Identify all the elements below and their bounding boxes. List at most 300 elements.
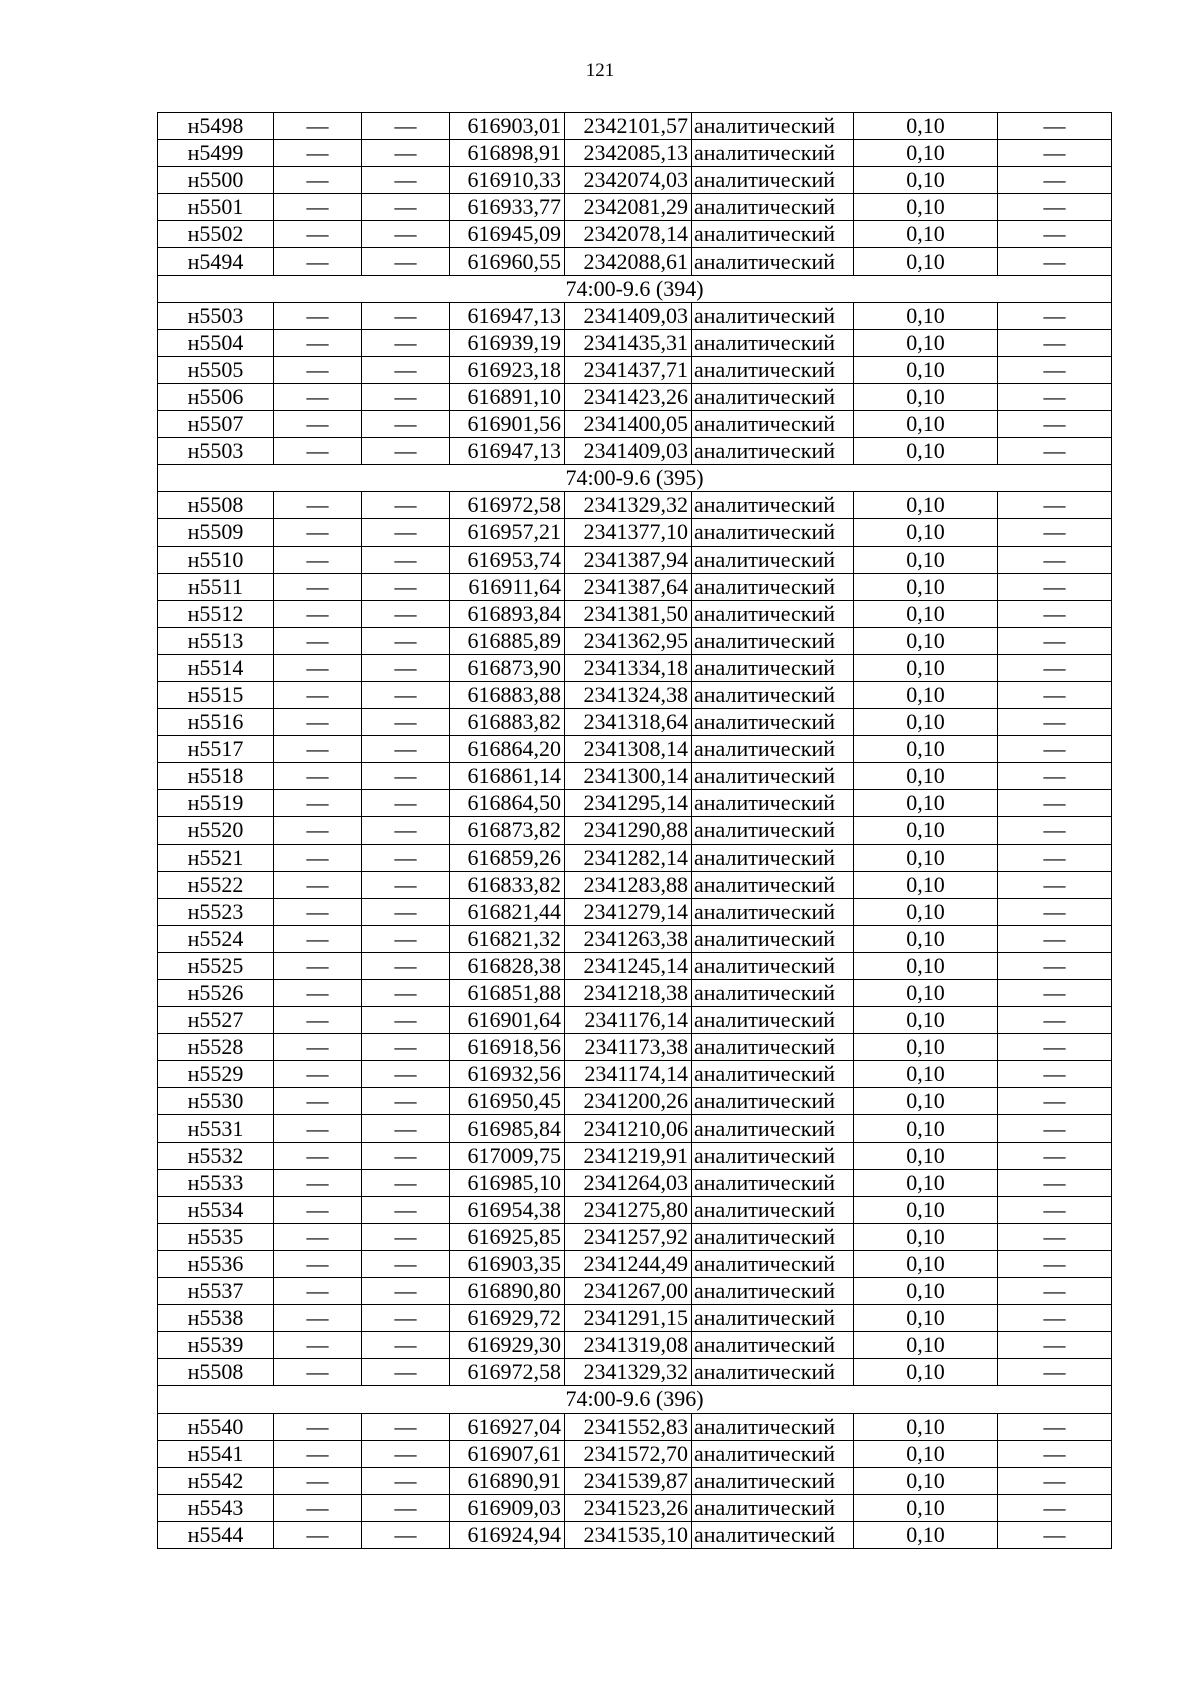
accuracy-cell: 0,10 [854, 790, 998, 817]
method-cell: аналитический [692, 140, 854, 167]
method-cell: аналитический [692, 221, 854, 248]
dash-cell: — [998, 1034, 1112, 1061]
table-row [158, 1169, 1112, 1196]
x-coordinate-cell: 616898,91 [450, 140, 565, 167]
accuracy-cell: 0,10 [854, 1305, 998, 1332]
table-row [158, 546, 1112, 573]
dash-cell: — [362, 925, 450, 952]
point-cell: н5502 [158, 221, 274, 248]
accuracy-cell: 0,10 [854, 844, 998, 871]
method-cell: аналитический [692, 1413, 854, 1440]
x-coordinate-cell: 616929,72 [450, 1305, 565, 1332]
dash-cell: — [362, 1223, 450, 1250]
dash-cell: — [362, 1359, 450, 1386]
dash-cell: — [274, 1223, 362, 1250]
section-header: 74:00-9.6 (394) [158, 275, 1112, 302]
dash-cell: — [362, 546, 450, 573]
method-cell: аналитический [692, 1088, 854, 1115]
dash-cell: — [362, 221, 450, 248]
dash-cell: — [274, 140, 362, 167]
x-coordinate-cell: 616885,89 [450, 627, 565, 654]
x-coordinate-cell: 616939,19 [450, 329, 565, 356]
point-cell: н5520 [158, 817, 274, 844]
dash-cell: — [274, 790, 362, 817]
dash-cell: — [274, 383, 362, 410]
x-coordinate-cell: 616910,33 [450, 167, 565, 194]
point-cell: н5535 [158, 1223, 274, 1250]
accuracy-cell: 0,10 [854, 1332, 998, 1359]
dash-cell: — [998, 113, 1112, 140]
dash-cell: — [274, 844, 362, 871]
x-coordinate-cell: 616923,18 [450, 356, 565, 383]
accuracy-cell: 0,10 [854, 1196, 998, 1223]
dash-cell: — [998, 763, 1112, 790]
point-cell: н5528 [158, 1034, 274, 1061]
method-cell: аналитический [692, 1494, 854, 1521]
dash-cell: — [998, 1142, 1112, 1169]
dash-cell: — [998, 1332, 1112, 1359]
point-cell: н5506 [158, 383, 274, 410]
dash-cell: — [998, 952, 1112, 979]
method-cell: аналитический [692, 1034, 854, 1061]
dash-cell: — [998, 980, 1112, 1007]
method-cell: аналитический [692, 329, 854, 356]
method-cell: аналитический [692, 654, 854, 681]
point-cell: н5531 [158, 1115, 274, 1142]
y-coordinate-cell: 2341308,14 [565, 736, 692, 763]
point-cell: н5521 [158, 844, 274, 871]
dash-cell: — [274, 573, 362, 600]
accuracy-cell: 0,10 [854, 383, 998, 410]
dash-cell: — [362, 980, 450, 1007]
dash-cell: — [362, 1494, 450, 1521]
dash-cell: — [274, 600, 362, 627]
table-row [158, 492, 1112, 519]
point-cell: н5508 [158, 492, 274, 519]
accuracy-cell: 0,10 [854, 627, 998, 654]
y-coordinate-cell: 2341218,38 [565, 980, 692, 1007]
point-cell: н5511 [158, 573, 274, 600]
y-coordinate-cell: 2341329,32 [565, 492, 692, 519]
y-coordinate-cell: 2341267,00 [565, 1278, 692, 1305]
dash-cell: — [274, 1494, 362, 1521]
y-coordinate-cell: 2341300,14 [565, 763, 692, 790]
x-coordinate-cell: 616828,38 [450, 952, 565, 979]
dash-cell: — [998, 844, 1112, 871]
dash-cell: — [274, 898, 362, 925]
point-cell: н5507 [158, 411, 274, 438]
x-coordinate-cell: 616925,85 [450, 1223, 565, 1250]
dash-cell: — [362, 763, 450, 790]
table-row [158, 302, 1112, 329]
point-cell: н5503 [158, 438, 274, 465]
section-header-row [158, 465, 1112, 492]
accuracy-cell: 0,10 [854, 519, 998, 546]
dash-cell: — [998, 519, 1112, 546]
point-cell: н5538 [158, 1305, 274, 1332]
x-coordinate-cell: 616950,45 [450, 1088, 565, 1115]
x-coordinate-cell: 616873,90 [450, 654, 565, 681]
dash-cell: — [274, 1115, 362, 1142]
dash-cell: — [362, 1250, 450, 1277]
x-coordinate-cell: 616933,77 [450, 194, 565, 221]
method-cell: аналитический [692, 763, 854, 790]
dash-cell: — [362, 492, 450, 519]
table-row [158, 1359, 1112, 1386]
accuracy-cell: 0,10 [854, 248, 998, 275]
x-coordinate-cell: 616957,21 [450, 519, 565, 546]
table-row [158, 952, 1112, 979]
y-coordinate-cell: 2341263,38 [565, 925, 692, 952]
dash-cell: — [362, 1007, 450, 1034]
table-row [158, 763, 1112, 790]
dash-cell: — [362, 329, 450, 356]
method-cell: аналитический [692, 844, 854, 871]
table-row [158, 519, 1112, 546]
table-row [158, 383, 1112, 410]
dash-cell: — [998, 1521, 1112, 1548]
table-row [158, 627, 1112, 654]
table-row [158, 1332, 1112, 1359]
table-row [158, 194, 1112, 221]
x-coordinate-cell: 616985,10 [450, 1169, 565, 1196]
x-coordinate-cell: 616883,82 [450, 709, 565, 736]
dash-cell: — [998, 1250, 1112, 1277]
point-cell: н5533 [158, 1169, 274, 1196]
point-cell: н5536 [158, 1250, 274, 1277]
dash-cell: — [998, 1007, 1112, 1034]
dash-cell: — [998, 1169, 1112, 1196]
accuracy-cell: 0,10 [854, 817, 998, 844]
table-row [158, 654, 1112, 681]
accuracy-cell: 0,10 [854, 1413, 998, 1440]
dash-cell: — [998, 438, 1112, 465]
point-cell: н5500 [158, 167, 274, 194]
point-cell: н5534 [158, 1196, 274, 1223]
table-row [158, 1196, 1112, 1223]
method-cell: аналитический [692, 383, 854, 410]
dash-cell: — [362, 302, 450, 329]
y-coordinate-cell: 2341381,50 [565, 600, 692, 627]
accuracy-cell: 0,10 [854, 980, 998, 1007]
dash-cell: — [274, 221, 362, 248]
x-coordinate-cell: 616873,82 [450, 817, 565, 844]
dash-cell: — [274, 681, 362, 708]
dash-cell: — [998, 546, 1112, 573]
table-row [158, 221, 1112, 248]
dash-cell: — [362, 383, 450, 410]
point-cell: н5499 [158, 140, 274, 167]
y-coordinate-cell: 2341245,14 [565, 952, 692, 979]
table-row [158, 817, 1112, 844]
method-cell: аналитический [692, 1007, 854, 1034]
dash-cell: — [998, 1467, 1112, 1494]
dash-cell: — [362, 898, 450, 925]
dash-cell: — [362, 1467, 450, 1494]
method-cell: аналитический [692, 790, 854, 817]
y-coordinate-cell: 2341174,14 [565, 1061, 692, 1088]
point-cell: н5494 [158, 248, 274, 275]
point-cell: н5519 [158, 790, 274, 817]
dash-cell: — [998, 1115, 1112, 1142]
method-cell: аналитический [692, 952, 854, 979]
dash-cell: — [362, 167, 450, 194]
method-cell: аналитический [692, 1467, 854, 1494]
table-row [158, 438, 1112, 465]
method-cell: аналитический [692, 519, 854, 546]
dash-cell: — [274, 248, 362, 275]
dash-cell: — [362, 952, 450, 979]
y-coordinate-cell: 2341387,94 [565, 546, 692, 573]
dash-cell: — [274, 1521, 362, 1548]
y-coordinate-cell: 2341387,64 [565, 573, 692, 600]
x-coordinate-cell: 616901,64 [450, 1007, 565, 1034]
x-coordinate-cell: 616947,13 [450, 302, 565, 329]
method-cell: аналитический [692, 600, 854, 627]
dash-cell: — [274, 438, 362, 465]
accuracy-cell: 0,10 [854, 113, 998, 140]
y-coordinate-cell: 2341275,80 [565, 1196, 692, 1223]
point-cell: н5518 [158, 763, 274, 790]
table-row [158, 1034, 1112, 1061]
accuracy-cell: 0,10 [854, 1223, 998, 1250]
dash-cell: — [362, 356, 450, 383]
dash-cell: — [362, 1169, 450, 1196]
dash-cell: — [998, 627, 1112, 654]
dash-cell: — [274, 1061, 362, 1088]
coordinates-table [157, 112, 1112, 1549]
dash-cell: — [362, 140, 450, 167]
accuracy-cell: 0,10 [854, 1088, 998, 1115]
accuracy-cell: 0,10 [854, 140, 998, 167]
accuracy-cell: 0,10 [854, 709, 998, 736]
dash-cell: — [362, 1278, 450, 1305]
dash-cell: — [274, 1440, 362, 1467]
table-row [158, 1494, 1112, 1521]
dash-cell: — [998, 1305, 1112, 1332]
method-cell: аналитический [692, 871, 854, 898]
accuracy-cell: 0,10 [854, 1034, 998, 1061]
dash-cell: — [362, 1305, 450, 1332]
x-coordinate-cell: 616954,38 [450, 1196, 565, 1223]
accuracy-cell: 0,10 [854, 1440, 998, 1467]
dash-cell: — [362, 1196, 450, 1223]
x-coordinate-cell: 616891,10 [450, 383, 565, 410]
x-coordinate-cell: 616864,20 [450, 736, 565, 763]
x-coordinate-cell: 616893,84 [450, 600, 565, 627]
table-row [158, 1115, 1112, 1142]
method-cell: аналитический [692, 1278, 854, 1305]
dash-cell: — [274, 1467, 362, 1494]
y-coordinate-cell: 2341423,26 [565, 383, 692, 410]
accuracy-cell: 0,10 [854, 736, 998, 763]
x-coordinate-cell: 616932,56 [450, 1061, 565, 1088]
table-row [158, 790, 1112, 817]
dash-cell: — [274, 1196, 362, 1223]
table-row [158, 871, 1112, 898]
method-cell: аналитический [692, 817, 854, 844]
y-coordinate-cell: 2341377,10 [565, 519, 692, 546]
point-cell: н5529 [158, 1061, 274, 1088]
method-cell: аналитический [692, 248, 854, 275]
y-coordinate-cell: 2341283,88 [565, 871, 692, 898]
table-row [158, 411, 1112, 438]
x-coordinate-cell: 616907,61 [450, 1440, 565, 1467]
x-coordinate-cell: 616864,50 [450, 790, 565, 817]
point-cell: н5522 [158, 871, 274, 898]
dash-cell: — [274, 627, 362, 654]
y-coordinate-cell: 2341539,87 [565, 1467, 692, 1494]
accuracy-cell: 0,10 [854, 1007, 998, 1034]
dash-cell: — [362, 790, 450, 817]
point-cell: н5505 [158, 356, 274, 383]
dash-cell: — [362, 736, 450, 763]
table-row [158, 140, 1112, 167]
x-coordinate-cell: 616821,32 [450, 925, 565, 952]
dash-cell: — [274, 1305, 362, 1332]
dash-cell: — [362, 1115, 450, 1142]
dash-cell: — [998, 654, 1112, 681]
y-coordinate-cell: 2341362,95 [565, 627, 692, 654]
dash-cell: — [362, 438, 450, 465]
point-cell: н5501 [158, 194, 274, 221]
accuracy-cell: 0,10 [854, 1142, 998, 1169]
dash-cell: — [274, 519, 362, 546]
accuracy-cell: 0,10 [854, 1115, 998, 1142]
accuracy-cell: 0,10 [854, 221, 998, 248]
point-cell: н5515 [158, 681, 274, 708]
x-coordinate-cell: 617009,75 [450, 1142, 565, 1169]
accuracy-cell: 0,10 [854, 302, 998, 329]
point-cell: н5527 [158, 1007, 274, 1034]
dash-cell: — [274, 302, 362, 329]
y-coordinate-cell: 2341264,03 [565, 1169, 692, 1196]
point-cell: н5543 [158, 1494, 274, 1521]
dash-cell: — [274, 1250, 362, 1277]
dash-cell: — [274, 546, 362, 573]
point-cell: н5517 [158, 736, 274, 763]
x-coordinate-cell: 616972,58 [450, 492, 565, 519]
point-cell: н5540 [158, 1413, 274, 1440]
dash-cell: — [274, 113, 362, 140]
accuracy-cell: 0,10 [854, 654, 998, 681]
point-cell: н5524 [158, 925, 274, 952]
section-header: 74:00-9.6 (396) [158, 1386, 1112, 1413]
dash-cell: — [362, 113, 450, 140]
section-header-row [158, 1386, 1112, 1413]
method-cell: аналитический [692, 1142, 854, 1169]
dash-cell: — [998, 221, 1112, 248]
x-coordinate-cell: 616960,55 [450, 248, 565, 275]
accuracy-cell: 0,10 [854, 1061, 998, 1088]
accuracy-cell: 0,10 [854, 573, 998, 600]
point-cell: н5504 [158, 329, 274, 356]
dash-cell: — [362, 573, 450, 600]
method-cell: аналитический [692, 492, 854, 519]
dash-cell: — [998, 681, 1112, 708]
dash-cell: — [274, 356, 362, 383]
dash-cell: — [362, 681, 450, 708]
dash-cell: — [362, 248, 450, 275]
dash-cell: — [998, 356, 1112, 383]
dash-cell: — [998, 1359, 1112, 1386]
x-coordinate-cell: 616903,35 [450, 1250, 565, 1277]
dash-cell: — [998, 1088, 1112, 1115]
table-row [158, 1413, 1112, 1440]
dash-cell: — [362, 1332, 450, 1359]
table-row [158, 1440, 1112, 1467]
point-cell: н5541 [158, 1440, 274, 1467]
point-cell: н5530 [158, 1088, 274, 1115]
y-coordinate-cell: 2341290,88 [565, 817, 692, 844]
method-cell: аналитический [692, 411, 854, 438]
method-cell: аналитический [692, 438, 854, 465]
accuracy-cell: 0,10 [854, 1169, 998, 1196]
dash-cell: — [362, 654, 450, 681]
dash-cell: — [998, 140, 1112, 167]
y-coordinate-cell: 2342081,29 [565, 194, 692, 221]
accuracy-cell: 0,10 [854, 492, 998, 519]
method-cell: аналитический [692, 709, 854, 736]
dash-cell: — [998, 1440, 1112, 1467]
y-coordinate-cell: 2341552,83 [565, 1413, 692, 1440]
table-row [158, 925, 1112, 952]
dash-cell: — [362, 194, 450, 221]
y-coordinate-cell: 2341318,64 [565, 709, 692, 736]
dash-cell: — [274, 654, 362, 681]
point-cell: н5537 [158, 1278, 274, 1305]
dash-cell: — [362, 1034, 450, 1061]
accuracy-cell: 0,10 [854, 898, 998, 925]
x-coordinate-cell: 616929,30 [450, 1332, 565, 1359]
dash-cell: — [362, 871, 450, 898]
table-row [158, 248, 1112, 275]
dash-cell: — [274, 1034, 362, 1061]
x-coordinate-cell: 616901,56 [450, 411, 565, 438]
accuracy-cell: 0,10 [854, 1494, 998, 1521]
dash-cell: — [362, 1142, 450, 1169]
dash-cell: — [998, 1061, 1112, 1088]
y-coordinate-cell: 2341409,03 [565, 302, 692, 329]
y-coordinate-cell: 2341523,26 [565, 1494, 692, 1521]
point-cell: н5509 [158, 519, 274, 546]
dash-cell: — [998, 925, 1112, 952]
dash-cell: — [998, 383, 1112, 410]
x-coordinate-cell: 616833,82 [450, 871, 565, 898]
x-coordinate-cell: 616985,84 [450, 1115, 565, 1142]
accuracy-cell: 0,10 [854, 600, 998, 627]
dash-cell: — [998, 329, 1112, 356]
point-cell: н5542 [158, 1467, 274, 1494]
method-cell: аналитический [692, 627, 854, 654]
y-coordinate-cell: 2341244,49 [565, 1250, 692, 1277]
method-cell: аналитический [692, 980, 854, 1007]
dash-cell: — [274, 194, 362, 221]
dash-cell: — [998, 817, 1112, 844]
dash-cell: — [362, 1061, 450, 1088]
method-cell: аналитический [692, 1305, 854, 1332]
method-cell: аналитический [692, 1359, 854, 1386]
dash-cell: — [362, 519, 450, 546]
point-cell: н5514 [158, 654, 274, 681]
y-coordinate-cell: 2341257,92 [565, 1223, 692, 1250]
dash-cell: — [274, 952, 362, 979]
dash-cell: — [998, 167, 1112, 194]
table-row [158, 844, 1112, 871]
x-coordinate-cell: 616911,64 [450, 573, 565, 600]
method-cell: аналитический [692, 546, 854, 573]
x-coordinate-cell: 616859,26 [450, 844, 565, 871]
